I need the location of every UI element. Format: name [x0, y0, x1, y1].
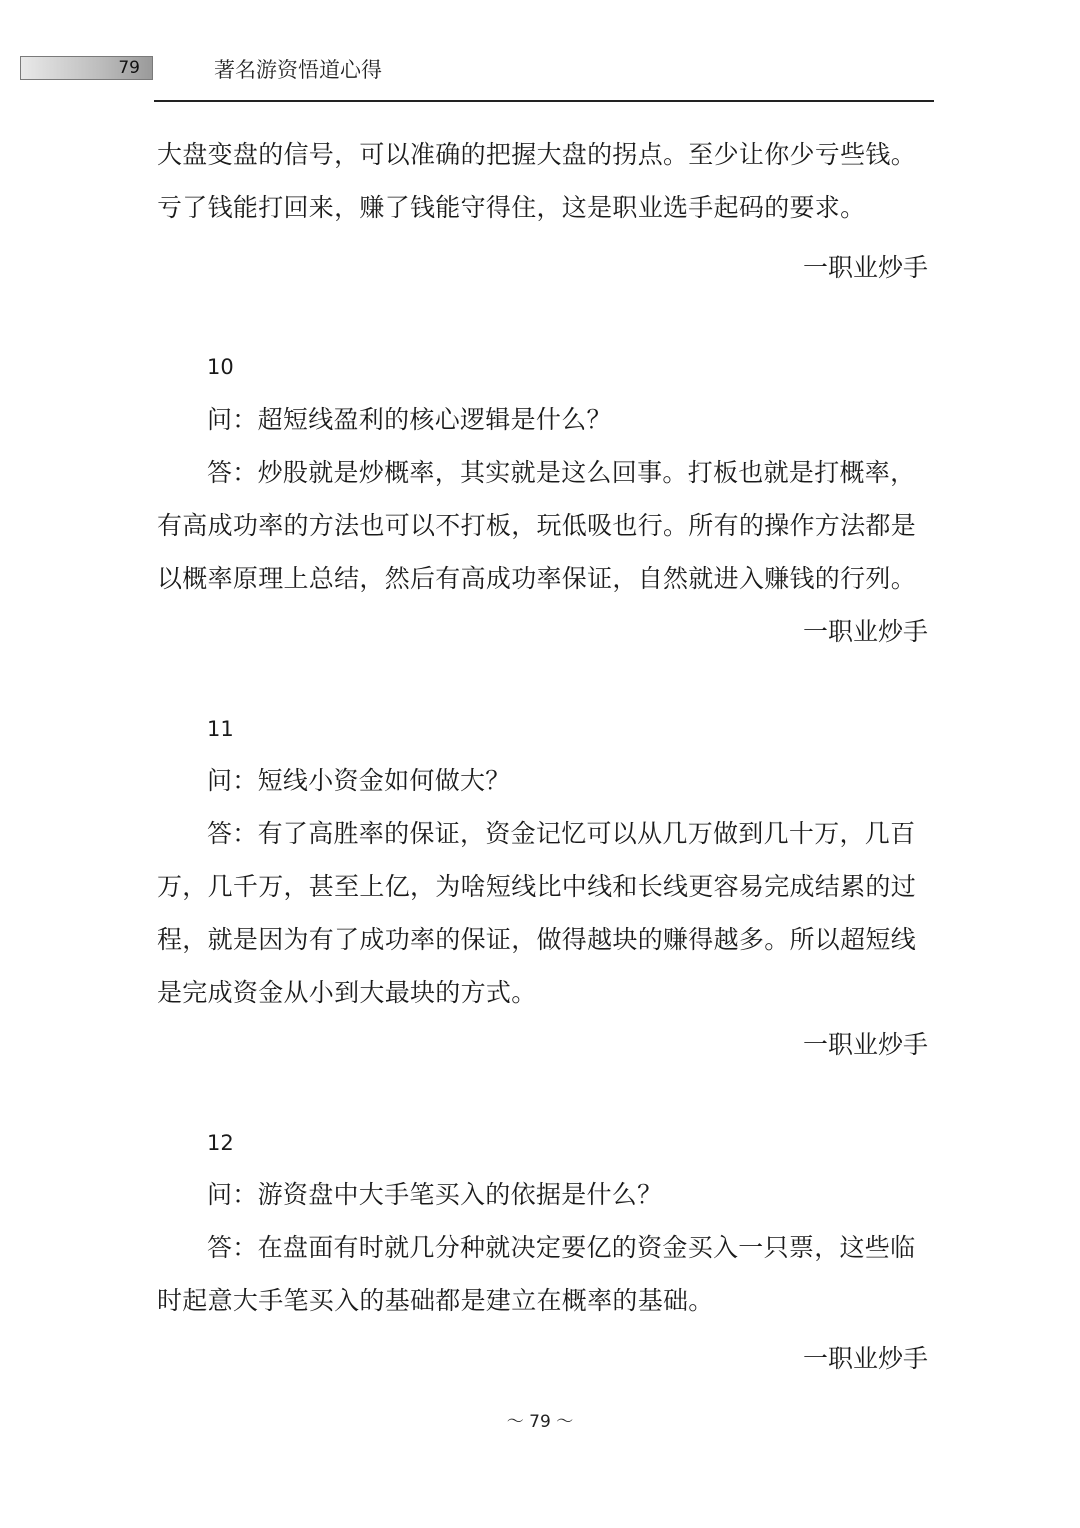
section-12-signature: 一职业炒手	[802, 1344, 928, 1373]
footer-page-number: ～ 79 ～	[506, 1412, 574, 1432]
section-10-answer: 答：炒股就是炒概率，其实就是这么回事。打板也就是打概率，有高成功率的方法也可以不打板，玩低吸也行。所有的操作方法都是以概率原理上总结，然后有高成功率保证，自然就进入赚钱的行列。	[157, 458, 917, 593]
header-divider	[154, 100, 934, 102]
section-10-signature: 一职业炒手	[802, 617, 928, 646]
intro-paragraph: 大盘变盘的信号，可以准确的把握大盘的拐点。至少让你少亏些钱。亏了钱能打回来，赚了钱能守得住，这是职业选手起码的要求。	[157, 140, 917, 222]
header-page-tab	[20, 56, 153, 80]
section-11-answer: 答：有了高胜率的保证，资金记忆可以从几万做到几十万，几百万，几千万，甚至上亿，为啥短线比中线和长线更容易完成结累的过程，就是因为有了成功率的保证，做得越块的赚得越多。所以超短线是完成资金从小到大最块的方式。	[157, 819, 917, 1007]
header-book-title: 著名游资悟道心得	[214, 58, 382, 82]
section-10-question: 问：超短线盈利的核心逻辑是什么？	[207, 405, 612, 434]
intro-signature: 一职业炒手	[802, 253, 928, 282]
section-11-number: 11	[207, 717, 234, 741]
section-11-signature: 一职业炒手	[802, 1030, 928, 1059]
section-10-number: 10	[207, 355, 234, 379]
section-12-answer: 答：在盘面有时就几分种就决定要亿的资金买入一只票，这些临时起意大手笔买入的基础都是建立在概率的基础。	[157, 1233, 916, 1315]
section-12-number: 12	[207, 1131, 234, 1155]
header-page-number: 79	[118, 58, 140, 78]
section-12-question: 问：游资盘中大手笔买入的依据是什么？	[207, 1180, 663, 1209]
section-11-question: 问：短线小资金如何做大？	[207, 766, 511, 795]
